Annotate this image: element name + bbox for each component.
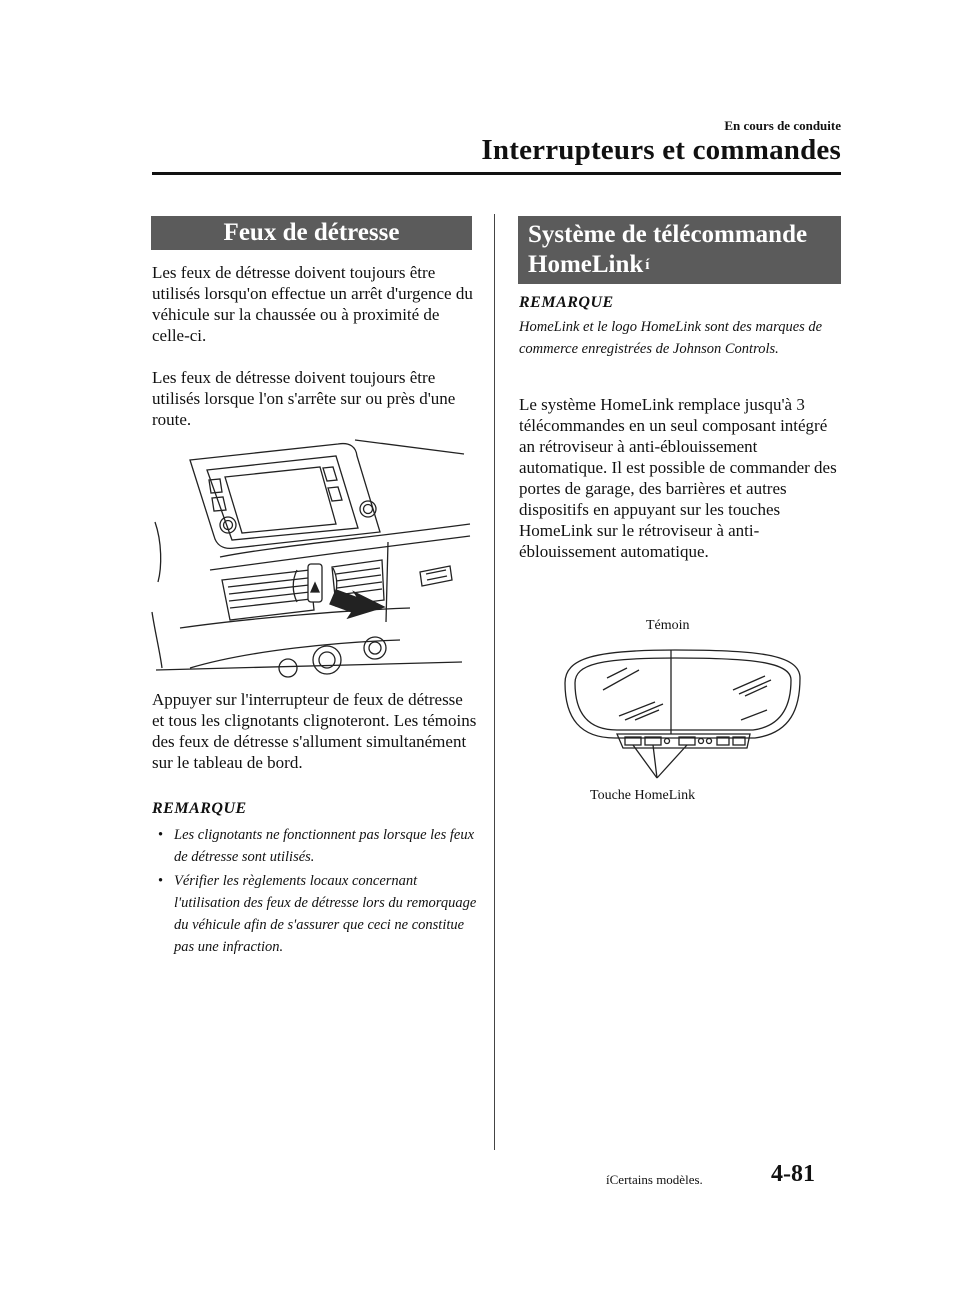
hazard-paragraph-2: Les feux de détresse doivent toujours être utilisés lorsque l'on s'arrête sur ou près d'une route. <box>152 368 456 429</box>
hazard-note-list <box>152 824 477 960</box>
hazard-note-item: • Vérifier les règlements locaux concernant l'utilisation des feux de détresse lors du remorquage du véhicule afin de s'assurer que ceci ne constitue pas une infraction. <box>152 870 477 958</box>
hazard-paragraph-3: Appuyer sur l'interrupteur de feux de détresse et tous les clignotants clignoteront. Les témoins des feux de détresse s'allument simultanément sur le tableau de bord. <box>152 690 477 772</box>
homelink-note-heading: REMARQUE <box>519 294 614 311</box>
homelink-paragraph: Le système HomeLink remplace jusqu'à 3 télécommandes en un seul composant intégré an rétroviseur à anti-éblouissement automatique. Il est possible de commander des portes de garage, des barrières et autres dispositifs en appuyant sur les touches HomeLink sur le rétroviseur à anti-éblouissement automatique. <box>519 395 837 561</box>
page-number: 4-81 <box>771 1161 815 1187</box>
homelink-note-text: HomeLink et le logo HomeLink sont des marques de commerce enregistrées de Johnson Controls. <box>519 319 823 357</box>
hazard-switch-illustration <box>150 432 472 680</box>
homelink-button-label: Touche HomeLink <box>590 788 696 803</box>
certain-models-mark: í <box>645 257 650 273</box>
certain-models-mark: í <box>606 1172 610 1187</box>
section-title-homelink <box>518 216 841 284</box>
bullet-icon: • <box>158 873 164 889</box>
homelink-mirror-illustration <box>555 638 805 788</box>
header-rule <box>152 172 841 175</box>
footer-note: íCertains modèles. <box>606 1172 703 1187</box>
hazard-note-item: • Les clignotants ne fonctionnent pas lorsque les feux de détresse sont utilisés. <box>152 824 477 868</box>
running-header-section: En cours de conduite <box>724 118 841 133</box>
section-title-hazard: Feux de détresse <box>151 216 472 250</box>
hazard-paragraph-1: Les feux de détresse doivent toujours être utilisés lorsqu'on effectue un arrêt d'urgence du véhicule sur la chaussée ou à proximité de celle-ci. <box>152 263 473 345</box>
indicator-label: Témoin <box>646 618 690 633</box>
running-header-chapter: Interrupteurs et commandes <box>481 134 841 166</box>
homelink-title-line2: HomeLink $^í$ <box>528 251 650 278</box>
column-divider <box>494 214 495 1150</box>
bullet-icon: • <box>158 827 164 843</box>
hazard-note-heading: REMARQUE <box>152 800 247 817</box>
homelink-title-line1: Système de télécommande <box>528 221 808 248</box>
